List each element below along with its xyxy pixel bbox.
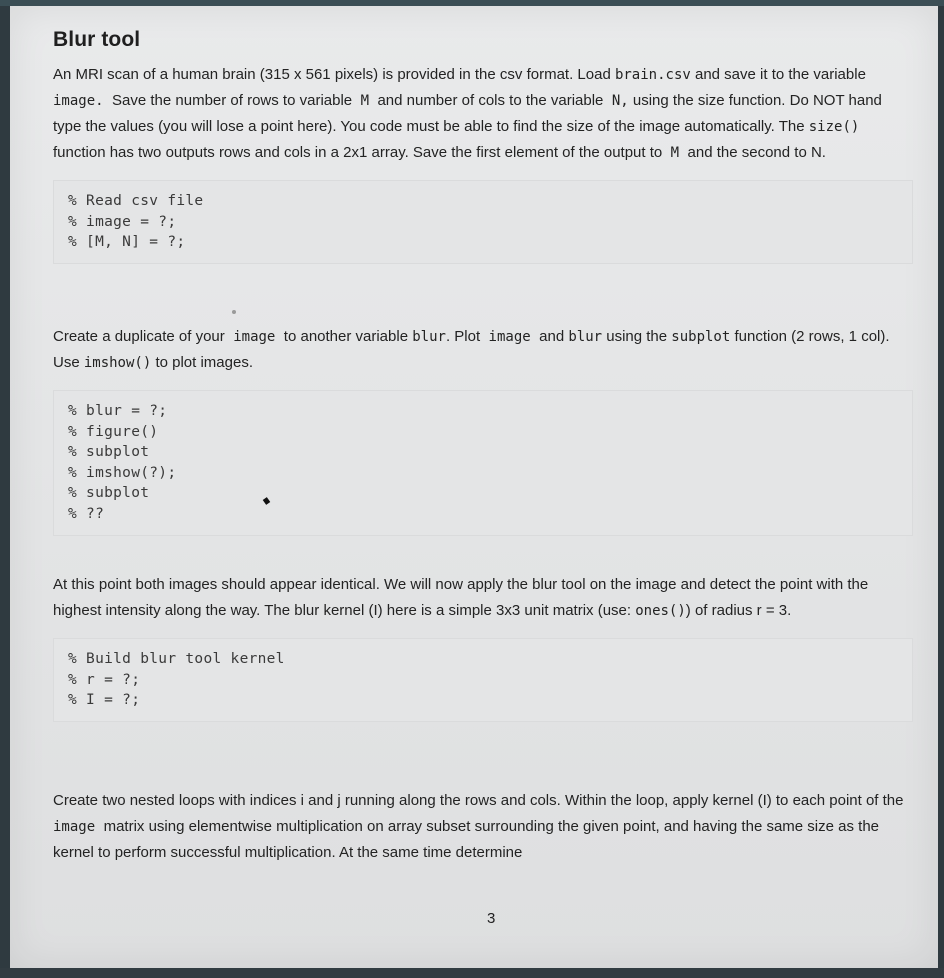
inline-code: ones() — [635, 603, 686, 619]
document-page — [10, 6, 938, 968]
code-line: % image = ?; — [68, 213, 177, 230]
page-number: 3 — [487, 910, 496, 927]
code-line: % I = ?; — [68, 692, 141, 708]
code-block-load-data — [53, 180, 913, 264]
paragraph-loops: Create two nested loops with indices i and j running along the rows and cols. Within the loop, apply kernel (I) to each point of the image matrix using elementwise multiplication on array subset surrounding the given point, and having the same size as the kernel to perform successful multiplication. At the same time determine — [53, 792, 904, 861]
inline-code: image — [480, 329, 540, 345]
code-line: % figure() — [68, 423, 159, 440]
inline-code: N, — [603, 93, 629, 109]
inline-code: size() — [808, 119, 860, 135]
inline-code: image — [53, 819, 104, 835]
speck — [232, 310, 236, 314]
inline-code: M — [352, 93, 378, 109]
section-title: Blur tool — [53, 28, 141, 51]
inline-code: brain.csv — [614, 67, 691, 83]
bottom-edge — [0, 968, 944, 978]
section-plot — [53, 324, 913, 536]
code-line: % r = ?; — [68, 671, 141, 688]
inline-code: image — [224, 329, 284, 345]
paragraph-load-data: An MRI scan of a human brain (315 x 561 pixels) is provided in the csv format. Load brain.csv and save it to the variable image. Save the number of rows to variable M and number of cols to the variable N, using the size function. Do NOT hand type the values (you will lose a point here). You code must be able to find the size of the image automatically. The size() function has two outputs rows and cols in a 2x1 array. Save the first element of the output to M and the second to N. — [53, 66, 882, 161]
content — [53, 28, 913, 861]
inline-code: image. — [53, 93, 113, 109]
code-line: % [M, N] = ?; — [68, 234, 186, 250]
paragraph-kernel: At this point both images should appear identical. We will now apply the blur tool on the image and detect the point with the highest intensity along the way. The blur kernel (I) here is a simple 3x3 unit matrix (use: ones()) of radius r = 3. — [53, 576, 869, 619]
code-line: % blur = ?; — [68, 403, 168, 419]
code-line: % imshow(?); — [68, 464, 177, 481]
code-block-kernel — [53, 638, 913, 722]
code-line: % subplot — [68, 444, 150, 460]
paragraph-plot: Create a duplicate of your image to another variable blur. Plot image and blur using the subplot function (2 rows, 1 col). Use imshow() to plot images. — [53, 328, 890, 371]
inline-code: M — [662, 145, 688, 161]
inline-code: blur — [412, 329, 446, 345]
section-loops — [53, 788, 913, 866]
inline-code: blur — [568, 329, 603, 345]
code-line: % subplot — [68, 485, 150, 501]
code-block-plot — [53, 390, 913, 536]
section-load-data — [53, 62, 913, 264]
code-line: % ?? — [68, 505, 105, 522]
code-line: % Build blur tool kernel — [68, 651, 285, 667]
section-kernel — [53, 572, 913, 722]
inline-code: subplot — [671, 329, 731, 345]
inline-code: imshow() — [83, 355, 152, 371]
code-line: % Read csv file — [68, 193, 204, 209]
